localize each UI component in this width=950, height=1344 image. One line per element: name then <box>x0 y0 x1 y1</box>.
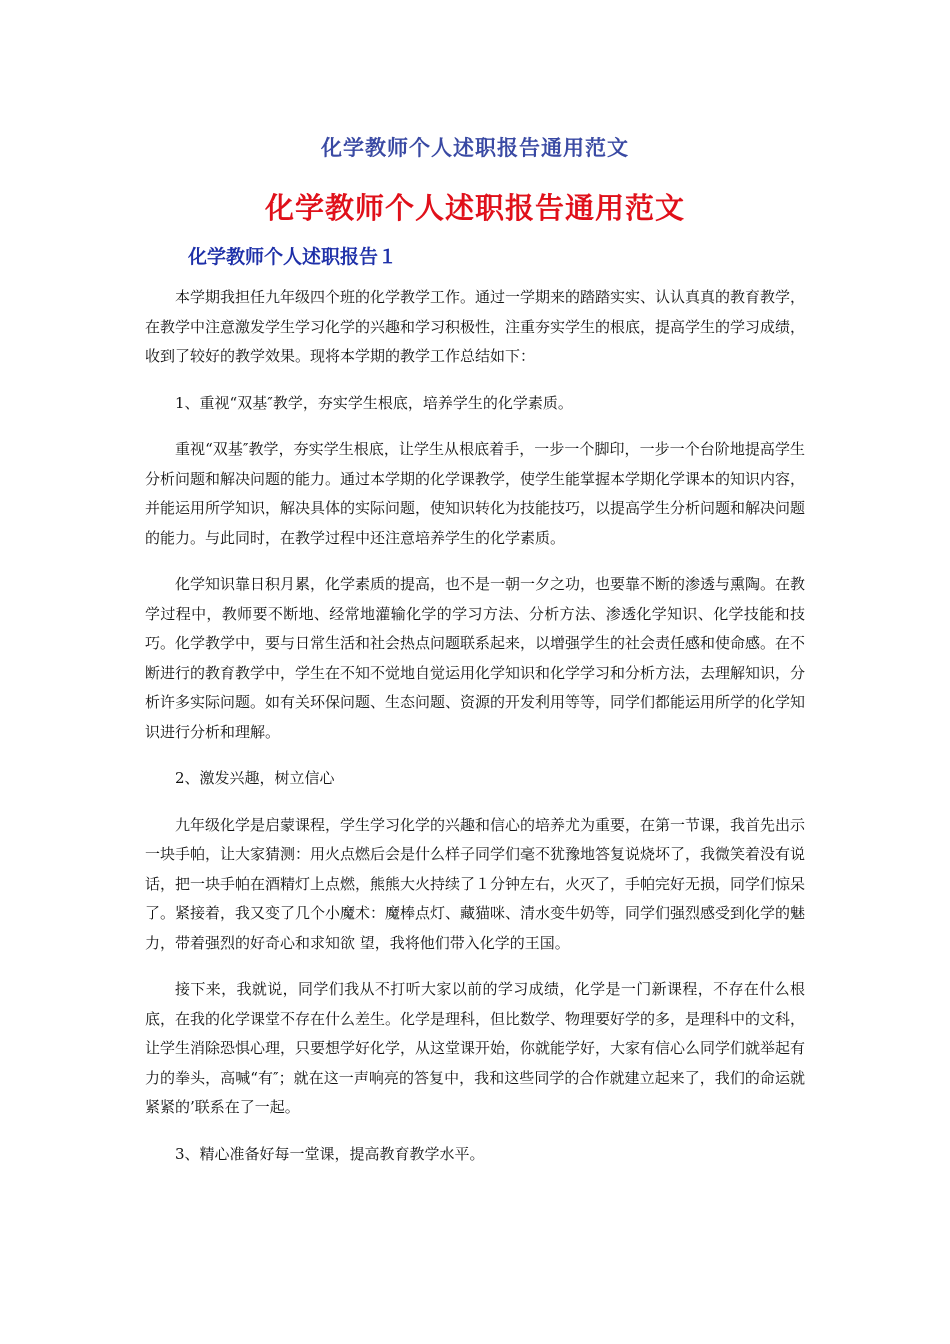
paragraph: 本学期我担任九年级四个班的化学教学工作。通过一学期来的踏踏实实、认认真真的教育教学，在教学中注意激发学生学习化学的兴趣和学习积极性，注重夯实学生的根底，提高学生的学习成绩，收到了较好的教学效果。现将本学期的教学工作总结如下： <box>145 288 806 365</box>
body-text <box>145 283 805 1169</box>
section-title: 化学教师个人述职报告１ <box>188 246 398 268</box>
main-title: 化学教师个人述职报告通用范文 <box>264 191 685 225</box>
paragraph: 重视“双基″教学，夯实学生根底，让学生从根底着手，一步一个脚印，一步一个台阶地提高学生分析问题和解决问题的能力。通过本学期的化学课教学，使学生能掌握本学期化学课本的知识内容，并能运用所学知识，解决具体的实际问题，使知识转化为技能技巧，以提高学生分析问题和解决问题的能力。与此同时，在教学过程中还注意培养学生的化学素质。 <box>145 440 806 547</box>
paragraph: 化学知识靠日积月累，化学素质的提高，也不是一朝一夕之功，也要靠不断的渗透与熏陶。在教学过程中，教师要不断地、经常地灌输化学的学习方法、分析方法、渗透化学知识、化学技能和技巧。化学教学中，要与日常生活和社会热点问题联系起来，以增强学生的社会责任感和使命感。在不断进行的教育教学中，学生在不知不觉地自觉运用化学知识和化学学习和分析方法，去理解知识，分析许多实际问题。如有关环保问题、生态问题、资源的开发利用等等，同学们都能运用所学的化学知识进行分析和理解。 <box>145 575 806 741</box>
paragraph: 1、重视“双基″教学，夯实学生根底，培养学生的化学素质。 <box>175 393 573 412</box>
paragraph: 3、精心准备好每一堂课，提高教育教学水平。 <box>175 1144 485 1163</box>
paragraph: 九年级化学是启蒙课程，学生学习化学的兴趣和信心的培养尤为重要，在第一节课，我首先出示一块手帕，让大家猜测：用火点燃后会是什么样子同学们毫不犹豫地答复说烧坏了，我微笑着没有说话，把一块手帕在酒精灯上点燃，熊熊大火持续了１分钟左右，火灭了，手帕完好无损，同学们惊呆了。紧接着，我又变了几个小魔术：魔棒点灯、藏猫咪、清水变牛奶等，同学们强烈感受到化学的魅力，带着强烈的好奇心和求知欲 望，我将他们带入化学的王国。 <box>145 815 806 952</box>
header-title: 化学教师个人述职报告通用范文 <box>321 136 629 160</box>
paragraph: 2、激发兴趣，树立信心 <box>175 769 335 787</box>
paragraph: 接下来，我就说，同学们我从不打听大家以前的学习成绩，化学是一门新课程，不存在什么根底，在我的化学课堂不存在什么差生。化学是理科，但比数学、物理要好学的多，是理科中的文科，让学生消除恐惧心理，只要想学好化学，从这堂课开始，你就能学好，大家有信心么同学们就举起有力的拳头，高喊“有″；就在这一声响亮的答复中，我和这些同学的合作就建立起来了，我们的命运就紧紧的’联系在了一起。 <box>145 980 806 1116</box>
